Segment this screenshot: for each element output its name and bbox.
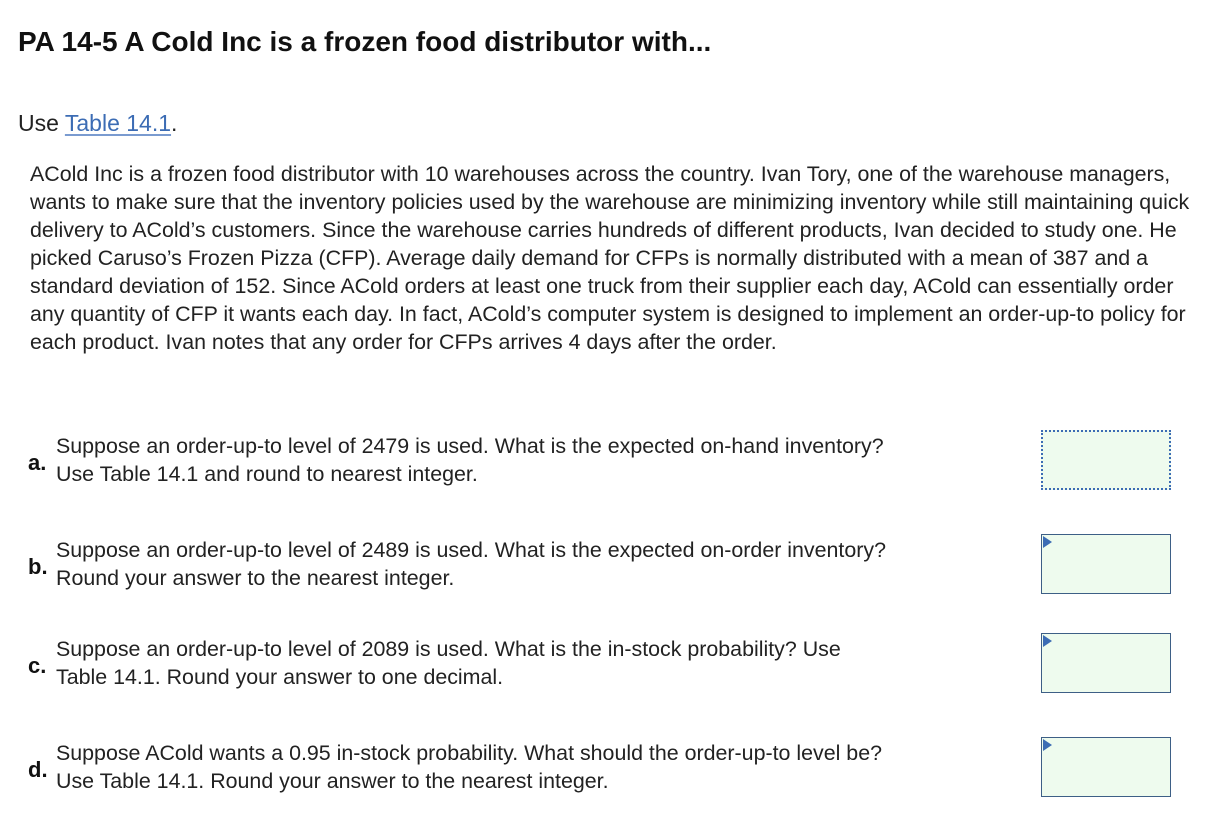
question-line: Use Table 14.1. Round your answer to the nearest integer. — [56, 769, 609, 793]
answer-field-a[interactable] — [1043, 432, 1169, 488]
question-line: Suppose an order-up-to level of 2089 is used. What is the in-stock probability? Use — [56, 637, 841, 661]
page-title: PA 14-5 A Cold Inc is a frozen food distributor with... — [18, 26, 712, 57]
question-letter: d. — [28, 757, 48, 782]
answer-input-b[interactable] — [1041, 534, 1171, 594]
answer-field-b[interactable] — [1042, 535, 1170, 593]
table-14-1-link[interactable]: Table 14.1 — [64, 110, 172, 136]
question-letter: b. — [28, 554, 48, 579]
answer-field-c[interactable] — [1042, 634, 1170, 692]
flag-marker-icon — [1043, 739, 1052, 751]
answer-input-d[interactable] — [1041, 737, 1171, 797]
question-letter: a. — [28, 450, 47, 475]
question-text — [56, 432, 1006, 488]
question-line: Use Table 14.1 and round to nearest integer. — [56, 462, 478, 486]
question-line: Suppose an order-up-to level of 2479 is used. What is the expected on-hand inventory? — [56, 434, 884, 458]
use-prefix: Use — [18, 110, 65, 136]
question-text — [56, 536, 1006, 592]
problem-statement: ACold Inc is a frozen food distributor with 10 warehouses across the country. Ivan Tory, one of the warehouse managers, wants to make sure that the inventory policies used by the warehouse are minimizing inventory while still maintaining quick delivery to ACold’s customers. Since the warehouse carries hundreds of different products, Ivan decided to study one. He picked Caruso’s Frozen Pizza (CFP). Average daily demand for CFPs is normally distributed with a mean of 387 and a standard deviation of 152. Since ACold orders at least one truck from their supplier each day, ACold can essentially order any quantity of CFP it wants each day. In fact, ACold’s computer system is designed to implement an order-up-to policy for each product. Ivan notes that any order for CFPs arrives 4 days after the order. — [30, 162, 1190, 354]
question-letter: c. — [28, 653, 47, 678]
answer-input-c[interactable] — [1041, 633, 1171, 693]
use-suffix: . — [171, 110, 178, 136]
answer-field-d[interactable] — [1042, 738, 1170, 796]
question-line: Round your answer to the nearest integer. — [56, 566, 455, 590]
use-table-line — [18, 110, 177, 137]
flag-marker-icon — [1043, 635, 1052, 647]
question-line: Table 14.1. Round your answer to one decimal. — [56, 665, 504, 689]
question-text — [56, 739, 1006, 795]
question-text — [56, 635, 1006, 691]
question-line: Suppose an order-up-to level of 2489 is used. What is the expected on-order inventory? — [56, 538, 886, 562]
answer-input-a[interactable] — [1041, 430, 1171, 490]
flag-marker-icon — [1043, 536, 1052, 548]
question-line: Suppose ACold wants a 0.95 in-stock probability. What should the order-up-to level be? — [56, 741, 882, 765]
